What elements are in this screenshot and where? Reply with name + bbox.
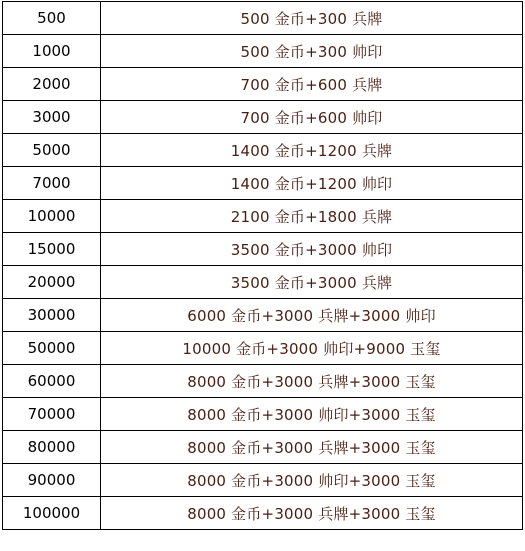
reward-cell: 3500 金币+3000 帅印 xyxy=(101,233,523,266)
table-row xyxy=(3,233,523,266)
threshold-cell: 10000 xyxy=(3,200,101,233)
threshold-cell: 3000 xyxy=(3,101,101,134)
threshold-cell: 5000 xyxy=(3,134,101,167)
table-row xyxy=(3,134,523,167)
table-row xyxy=(3,2,523,35)
threshold-cell: 80000 xyxy=(3,431,101,464)
reward-cell: 1400 金币+1200 帅印 xyxy=(101,167,523,200)
threshold-cell: 1000 xyxy=(3,35,101,68)
table-row xyxy=(3,200,523,233)
threshold-cell: 90000 xyxy=(3,464,101,497)
table-row xyxy=(3,266,523,299)
threshold-cell: 100000 xyxy=(3,497,101,530)
threshold-cell: 500 xyxy=(3,2,101,35)
table-row xyxy=(3,299,523,332)
reward-cell: 700 金币+600 兵牌 xyxy=(101,68,523,101)
reward-cell: 8000 金币+3000 兵牌+3000 玉玺 xyxy=(101,431,523,464)
table-row xyxy=(3,68,523,101)
table-row xyxy=(3,365,523,398)
reward-cell: 1400 金币+1200 兵牌 xyxy=(101,134,523,167)
table-row xyxy=(3,332,523,365)
table-row xyxy=(3,497,523,530)
table-row xyxy=(3,464,523,497)
reward-cell: 6000 金币+3000 兵牌+3000 帅印 xyxy=(101,299,523,332)
reward-cell: 8000 金币+3000 兵牌+3000 玉玺 xyxy=(101,365,523,398)
reward-cell: 8000 金币+3000 帅印+3000 玉玺 xyxy=(101,464,523,497)
threshold-cell: 7000 xyxy=(3,167,101,200)
reward-table xyxy=(2,1,523,530)
reward-cell: 500 金币+300 兵牌 xyxy=(101,2,523,35)
threshold-cell: 30000 xyxy=(3,299,101,332)
threshold-cell: 70000 xyxy=(3,398,101,431)
table-row xyxy=(3,167,523,200)
reward-cell: 10000 金币+3000 帅印+9000 玉玺 xyxy=(101,332,523,365)
table-row xyxy=(3,35,523,68)
threshold-cell: 2000 xyxy=(3,68,101,101)
reward-cell: 8000 金币+3000 兵牌+3000 玉玺 xyxy=(101,497,523,530)
table-row xyxy=(3,101,523,134)
threshold-cell: 20000 xyxy=(3,266,101,299)
table-row xyxy=(3,431,523,464)
threshold-cell: 50000 xyxy=(3,332,101,365)
reward-cell: 8000 金币+3000 帅印+3000 玉玺 xyxy=(101,398,523,431)
reward-cell: 700 金币+600 帅印 xyxy=(101,101,523,134)
threshold-cell: 60000 xyxy=(3,365,101,398)
reward-cell: 3500 金币+3000 兵牌 xyxy=(101,266,523,299)
table-row xyxy=(3,398,523,431)
threshold-cell: 15000 xyxy=(3,233,101,266)
reward-cell: 2100 金币+1800 兵牌 xyxy=(101,200,523,233)
reward-cell: 500 金币+300 帅印 xyxy=(101,35,523,68)
